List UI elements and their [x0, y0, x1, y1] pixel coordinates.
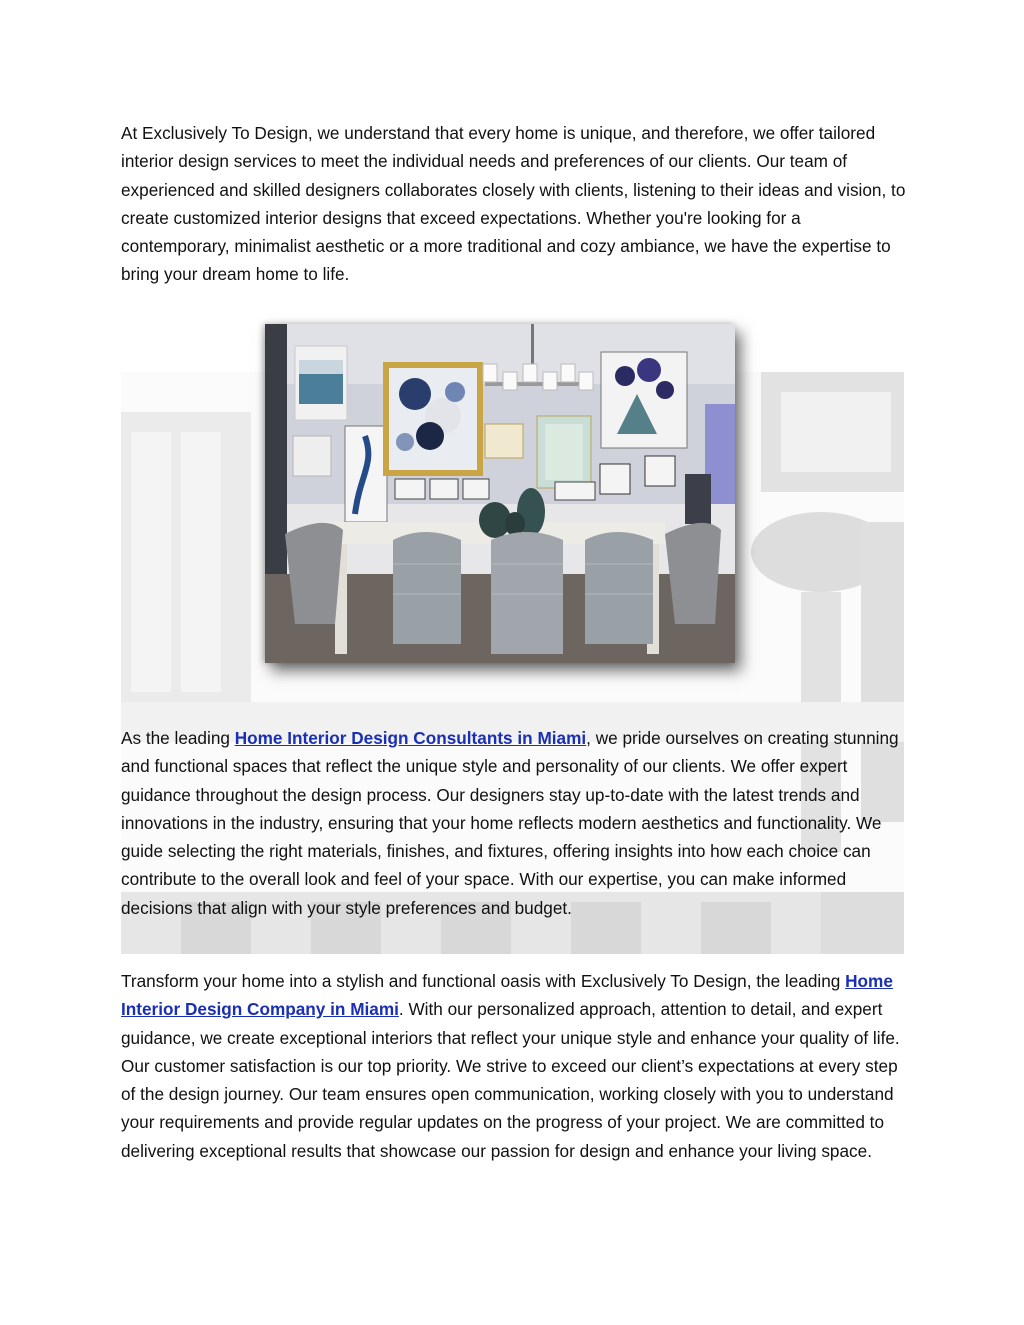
paragraph-text: , we pride ourselves on creating stunning and functional spaces that reflect the unique style and personality of our clients. We offer expert guidance throughout the design process. Our designers stay up-to-date with the latest trends and innovations in the industry, ensuring that your home reflects modern aesthetics and functionality. We guide selecting the right materials, finishes, and fixtures, offering insights into how each choice can contribute to the overall look and feel of your space. With our expertise, you can make informed decisions that align with your style preferences and budget. [121, 728, 899, 918]
paragraph-text: . With our personalized approach, attention to detail, and expert guidance, we create exceptional interiors that reflect your unique style and enhance your quality of life. Our customer satisfaction is our top priority. We strive to exceed our client’s expectations at every step of the design journey. Our team ensures open communication, working closely with you to understand your requirements and provide regular updates on the progress of your project. We are committed to delivering exceptional results that showcase our passion for design and enhance your living space. [121, 999, 900, 1161]
consultants-paragraph [121, 724, 906, 922]
home-interior-design-company-link[interactable]: Home Interior Design Company in Miami [121, 971, 893, 1020]
paragraph-text: As the leading [121, 728, 235, 748]
dining-room-photo [265, 324, 735, 663]
paragraph-text: Transform your home into a stylish and functional oasis with Exclusively To Design, the leading [121, 971, 846, 991]
home-interior-design-consultants-link[interactable]: Home Interior Design Consultants in Miami [234, 728, 587, 748]
intro-paragraph: At Exclusively To Design, we understand that every home is unique, and therefore, we offer tailored interior design services to meet the individual needs and preferences of our clients. Our team of experienced and skilled designers collaborates closely with clients, listening to their ideas and vision, to create customized interior designs that exceed expectations. Whether you're looking for a contemporary, minimalist aesthetic or a more traditional and cozy ambiance, we have the expertise to bring your dream home to life. [121, 123, 906, 285]
company-paragraph [121, 967, 906, 1165]
